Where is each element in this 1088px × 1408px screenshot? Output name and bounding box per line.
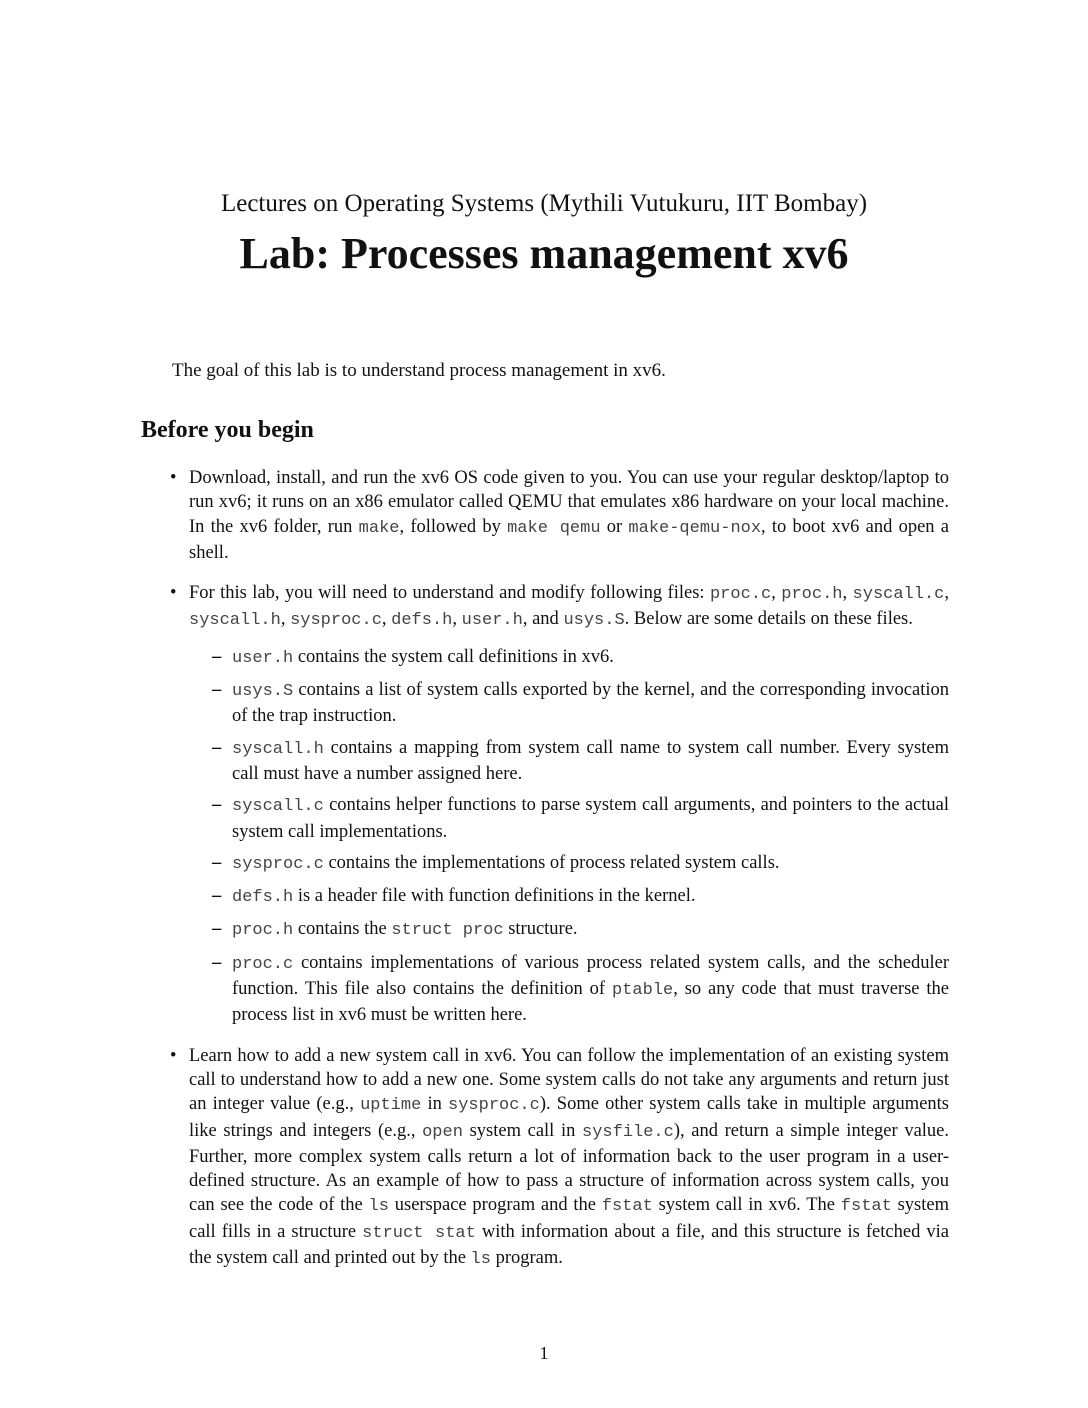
inline-code: proc.c [709, 585, 772, 605]
separator: , [452, 609, 462, 630]
page-title: Lab: Processes management xv6 [239, 229, 849, 278]
intro-paragraph: The goal of this lab is to understand process management in xv6. [172, 360, 666, 381]
text: program. [490, 1248, 563, 1269]
file-name: defs.h [232, 888, 294, 908]
separator: , [842, 583, 853, 604]
file-description: is a header file with function definitions in the kernel. [293, 886, 696, 907]
bullet-item-files [165, 581, 949, 1027]
file-name: proc.h [232, 921, 294, 941]
section-heading: Before you begin [141, 417, 314, 443]
file-description: , so any code that must traverse the process list in xv6 must be written here. [232, 979, 949, 1026]
file-item-usys-s [189, 678, 949, 729]
file-description: contains helper functions to parse system call arguments, and pointers to the actual system call implementations. [232, 795, 949, 842]
file-description: contains the [293, 919, 392, 940]
inline-code: uptime [360, 1096, 422, 1116]
text: or [600, 516, 629, 537]
inline-code: proc.h [781, 585, 843, 605]
text: in [421, 1094, 449, 1115]
text: , followed by [399, 516, 508, 537]
inline-code: syscall.c [852, 585, 945, 605]
separator: , [381, 609, 392, 630]
inline-code: sysproc.c [290, 611, 382, 631]
file-item-user-h [189, 645, 949, 671]
inline-code: ptable [611, 981, 674, 1001]
text: For this lab, you will need to understand and modify following files: [189, 583, 710, 604]
file-name: user.h [232, 648, 294, 668]
inline-code: usys.S [563, 611, 625, 631]
file-description: contains the implementations of process related system calls. [323, 852, 780, 873]
section-content [165, 466, 949, 1272]
file-list [189, 645, 949, 1028]
file-item-proc-c [189, 951, 949, 1028]
file-item-defs-h [189, 884, 949, 910]
inline-code: fstat [601, 1197, 653, 1217]
text: ). Some other system calls take in multiple arguments like strings and integers (e.g., [189, 1094, 950, 1141]
inline-code: defs.h [391, 611, 453, 631]
file-name: syscall.h [232, 739, 324, 759]
text: Download, install, and run the xv6 OS code given to you. You can use your regular desktop/laptop to run xv6; it runs on an x86 emulator called QEMU that emulates x86 hardware on your local machine. In the xv6 folder, run [189, 468, 949, 537]
inline-code: ls [470, 1250, 491, 1270]
text: ), and return a simple integer value. Further, more complex system calls return a lot of information back to the user program in a user-defined structure. As an example of how to pass a structure of information across system calls, you can see the code of the [189, 1120, 950, 1216]
file-description: contains a list of system calls exported by the kernel, and the corresponding invocation of the trap instruction. [232, 680, 949, 727]
file-name: syscall.c [232, 797, 324, 817]
inline-code: make qemu [507, 518, 601, 538]
file-name: sysproc.c [232, 854, 324, 874]
page-number: 1 [539, 1343, 549, 1363]
inline-code: make [358, 518, 400, 538]
file-description: contains the system call definitions in xv6. [293, 646, 614, 667]
file-name: usys.S [232, 682, 294, 702]
separator: , [280, 609, 291, 630]
text: system call in [462, 1120, 583, 1141]
bullet-item-syscalls [165, 1044, 949, 1273]
bullet-list [165, 466, 949, 1272]
file-item-sysproc-c [189, 851, 949, 877]
inline-code: user.h [461, 611, 523, 631]
text: Learn how to add a new system call in xv6. You can follow the implementation of an existing system call to understand how to add a new one. Some system calls do not take any arguments and return just an integer value (e.g., [189, 1045, 949, 1115]
text: with information about a file, and this structure is fetched via the system call and printed out by the [189, 1221, 950, 1269]
inline-code: struct stat [362, 1223, 476, 1243]
file-item-proc-h [189, 917, 949, 943]
separator: , [771, 583, 782, 604]
inline-code: open [422, 1122, 463, 1142]
inline-code: syscall.h [189, 611, 281, 631]
text: system call fills in a structure [189, 1195, 949, 1242]
text: , to boot xv6 and open a shell. [189, 516, 950, 563]
lecture-subtitle: Lectures on Operating Systems (Mythili Vutukuru, IIT Bombay) [220, 190, 868, 217]
separator: , [944, 583, 949, 604]
separator: , and [522, 609, 564, 630]
file-item-syscall-h [189, 736, 949, 787]
inline-code: sysfile.c [582, 1122, 674, 1142]
text: userspace program and the [388, 1195, 602, 1216]
file-item-syscall-c [189, 793, 949, 844]
file-description: contains a mapping from system call name to system call number. Every system call must have a number assigned here. [232, 737, 949, 784]
file-description: structure. [503, 919, 578, 940]
inline-code: fstat [840, 1197, 892, 1217]
text: system call in xv6. The [652, 1195, 841, 1216]
inline-code: struct proc [391, 921, 504, 941]
text: . Below are some details on these files. [624, 609, 913, 630]
bullet-item-setup [165, 466, 949, 565]
inline-code: make-qemu-nox [628, 518, 762, 538]
inline-code: ls [368, 1197, 389, 1217]
file-name: proc.c [232, 954, 294, 974]
inline-code: sysproc.c [448, 1096, 540, 1116]
file-description: contains implementations of various process related system calls, and the scheduler function. This file also contains the definition of [232, 952, 949, 1000]
